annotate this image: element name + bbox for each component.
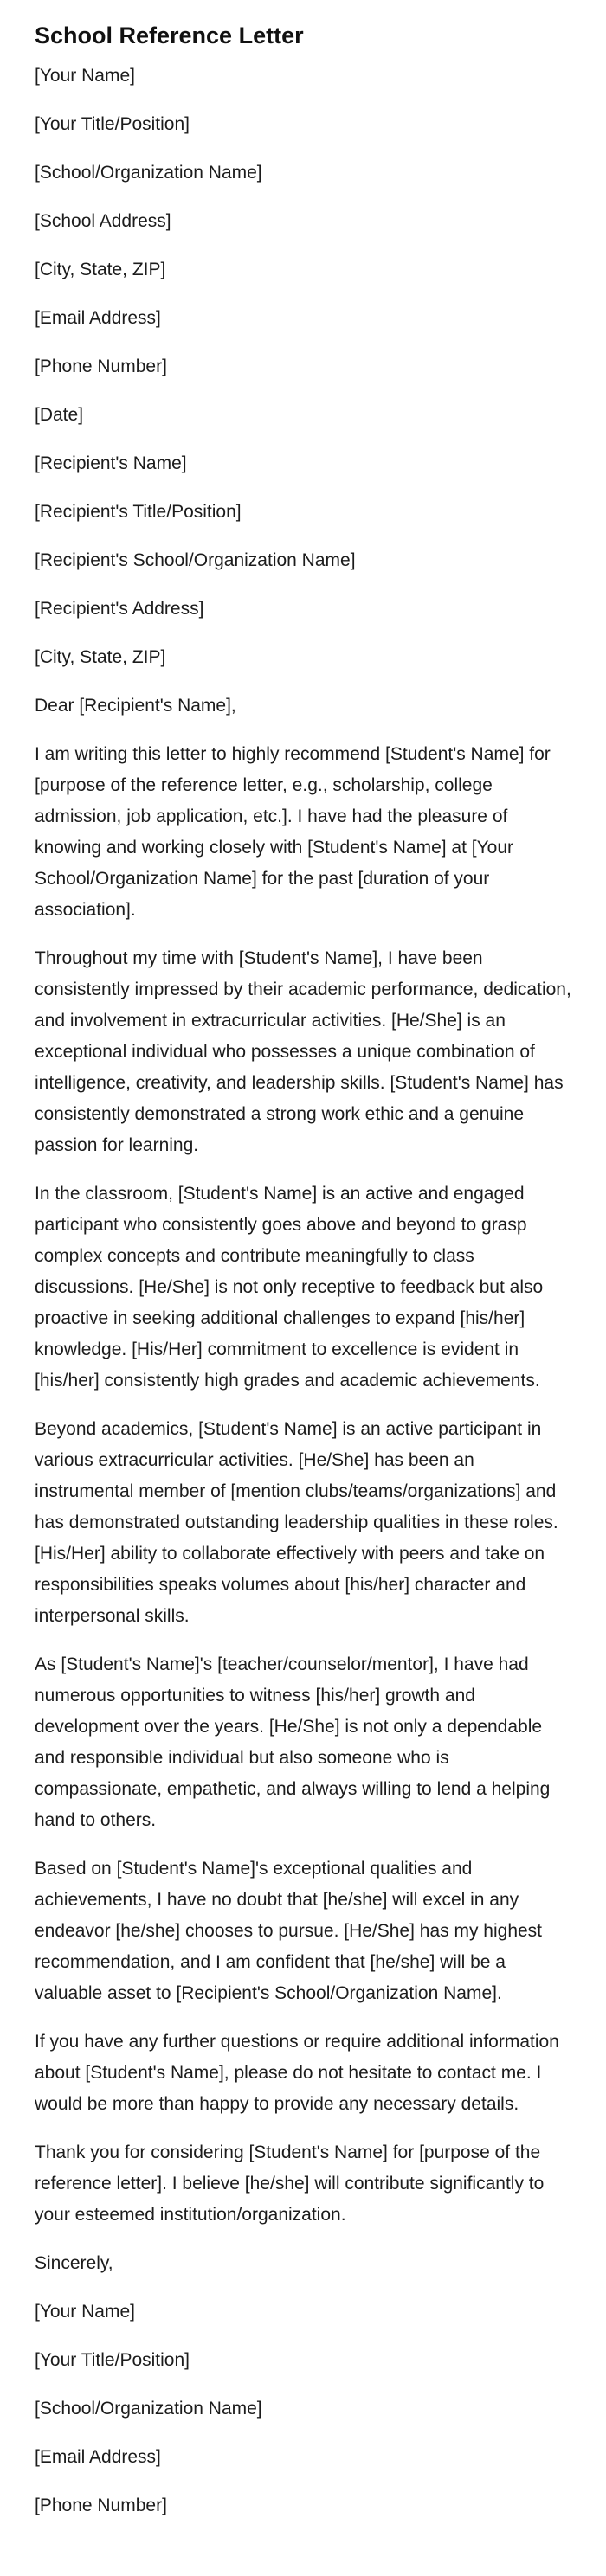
recipient-block	[35, 448, 571, 673]
sender-phone: [Phone Number]	[35, 357, 167, 376]
body-paragraph: I am writing this letter to highly recommend [Student's Name] for [purpose of the reference letter, e.g., scholarship, college admission, job application, etc.]. I have had the pleasure of knowing and working closely with [Student's Name] at [Your School/Organization Name] for the past [duration of your association].	[35, 744, 551, 920]
signature-organization: [School/Organization Name]	[35, 2399, 262, 2419]
recipient-city-state-zip: [City, State, ZIP]	[35, 647, 166, 667]
letter-body	[35, 739, 571, 2231]
signature-email: [Email Address]	[35, 2447, 161, 2467]
recipient-name: [Recipient's Name]	[35, 453, 187, 473]
signature-phone: [Phone Number]	[35, 2496, 167, 2515]
body-paragraph: Throughout my time with [Student's Name], I have been consistently impressed by their academic performance, dedication, and involvement in extracurricular activities. [He/She] is an exceptional individual who possesses a unique combination of intelligence, creativity, and leadership skills. [Student's Name] has consistently demonstrated a strong work ethic and a genuine passion for learning.	[35, 948, 571, 1155]
body-paragraph: Based on [Student's Name]'s exceptional qualities and achievements, I have no doubt that [he/she] will excel in any endeavor [he/she] chooses to pursue. [He/She] has my highest recommendation, and I am confident that [he/she] will be a valuable asset to [Recipient's School/Organization Name].	[35, 1859, 543, 2003]
sender-city-state-zip: [City, State, ZIP]	[35, 260, 166, 279]
signature-name: [Your Name]	[35, 2302, 135, 2322]
recipient-address: [Recipient's Address]	[35, 599, 204, 619]
salutation: Dear [Recipient's Name],	[35, 696, 236, 716]
sender-address: [School Address]	[35, 211, 171, 231]
document-title: School Reference Letter	[35, 22, 304, 48]
recipient-title: [Recipient's Title/Position]	[35, 502, 242, 522]
signature-block	[35, 2297, 571, 2521]
closing: Sincerely,	[35, 2253, 113, 2273]
signature-title: [Your Title/Position]	[35, 2350, 190, 2370]
recipient-organization: [Recipient's School/Organization Name]	[35, 550, 356, 570]
body-paragraph: Beyond academics, [Student's Name] is an active participant in various extracurricular activities. [He/She] has been an instrumental member of [mention clubs/teams/organizations] and has demonstrated outstanding leadership qualities in these roles. [His/Her] ability to collaborate effectively with peers and take on responsibilities speaks volumes about [his/her] character and interpersonal skills.	[35, 1419, 558, 1626]
letter-date: [Date]	[35, 405, 84, 425]
sender-title: [Your Title/Position]	[35, 114, 190, 134]
sender-organization: [School/Organization Name]	[35, 163, 262, 183]
body-paragraph: In the classroom, [Student's Name] is an active and engaged participant who consistently goes above and beyond to grasp complex concepts and contribute meaningfully to class discussions. [He/She] is not only receptive to feedback but also proactive in seeking additional challenges to expand [his/her] knowledge. [His/Her] commitment to excellence is evident in [his/her] consistently high grades and academic achievements.	[35, 1184, 544, 1391]
sender-name: [Your Name]	[35, 66, 135, 86]
body-paragraph: As [Student's Name]'s [teacher/counselor/mentor], I have had numerous opportunities to witness [his/her] growth and development over the years. [He/She] is not only a dependable and responsible individual but also someone who is compassionate, empathetic, and always willing to lend a helping hand to others.	[35, 1654, 551, 1830]
body-paragraph: Thank you for considering [Student's Name] for [purpose of the reference letter]. I believe [he/she] will contribute significantly to your esteemed institution/organization.	[35, 2142, 545, 2225]
sender-email: [Email Address]	[35, 308, 161, 328]
sender-block	[35, 61, 571, 382]
body-paragraph: If you have any further questions or require additional information about [Student's Name], please do not hesitate to contact me. I would be more than happy to provide any necessary details.	[35, 2032, 559, 2114]
